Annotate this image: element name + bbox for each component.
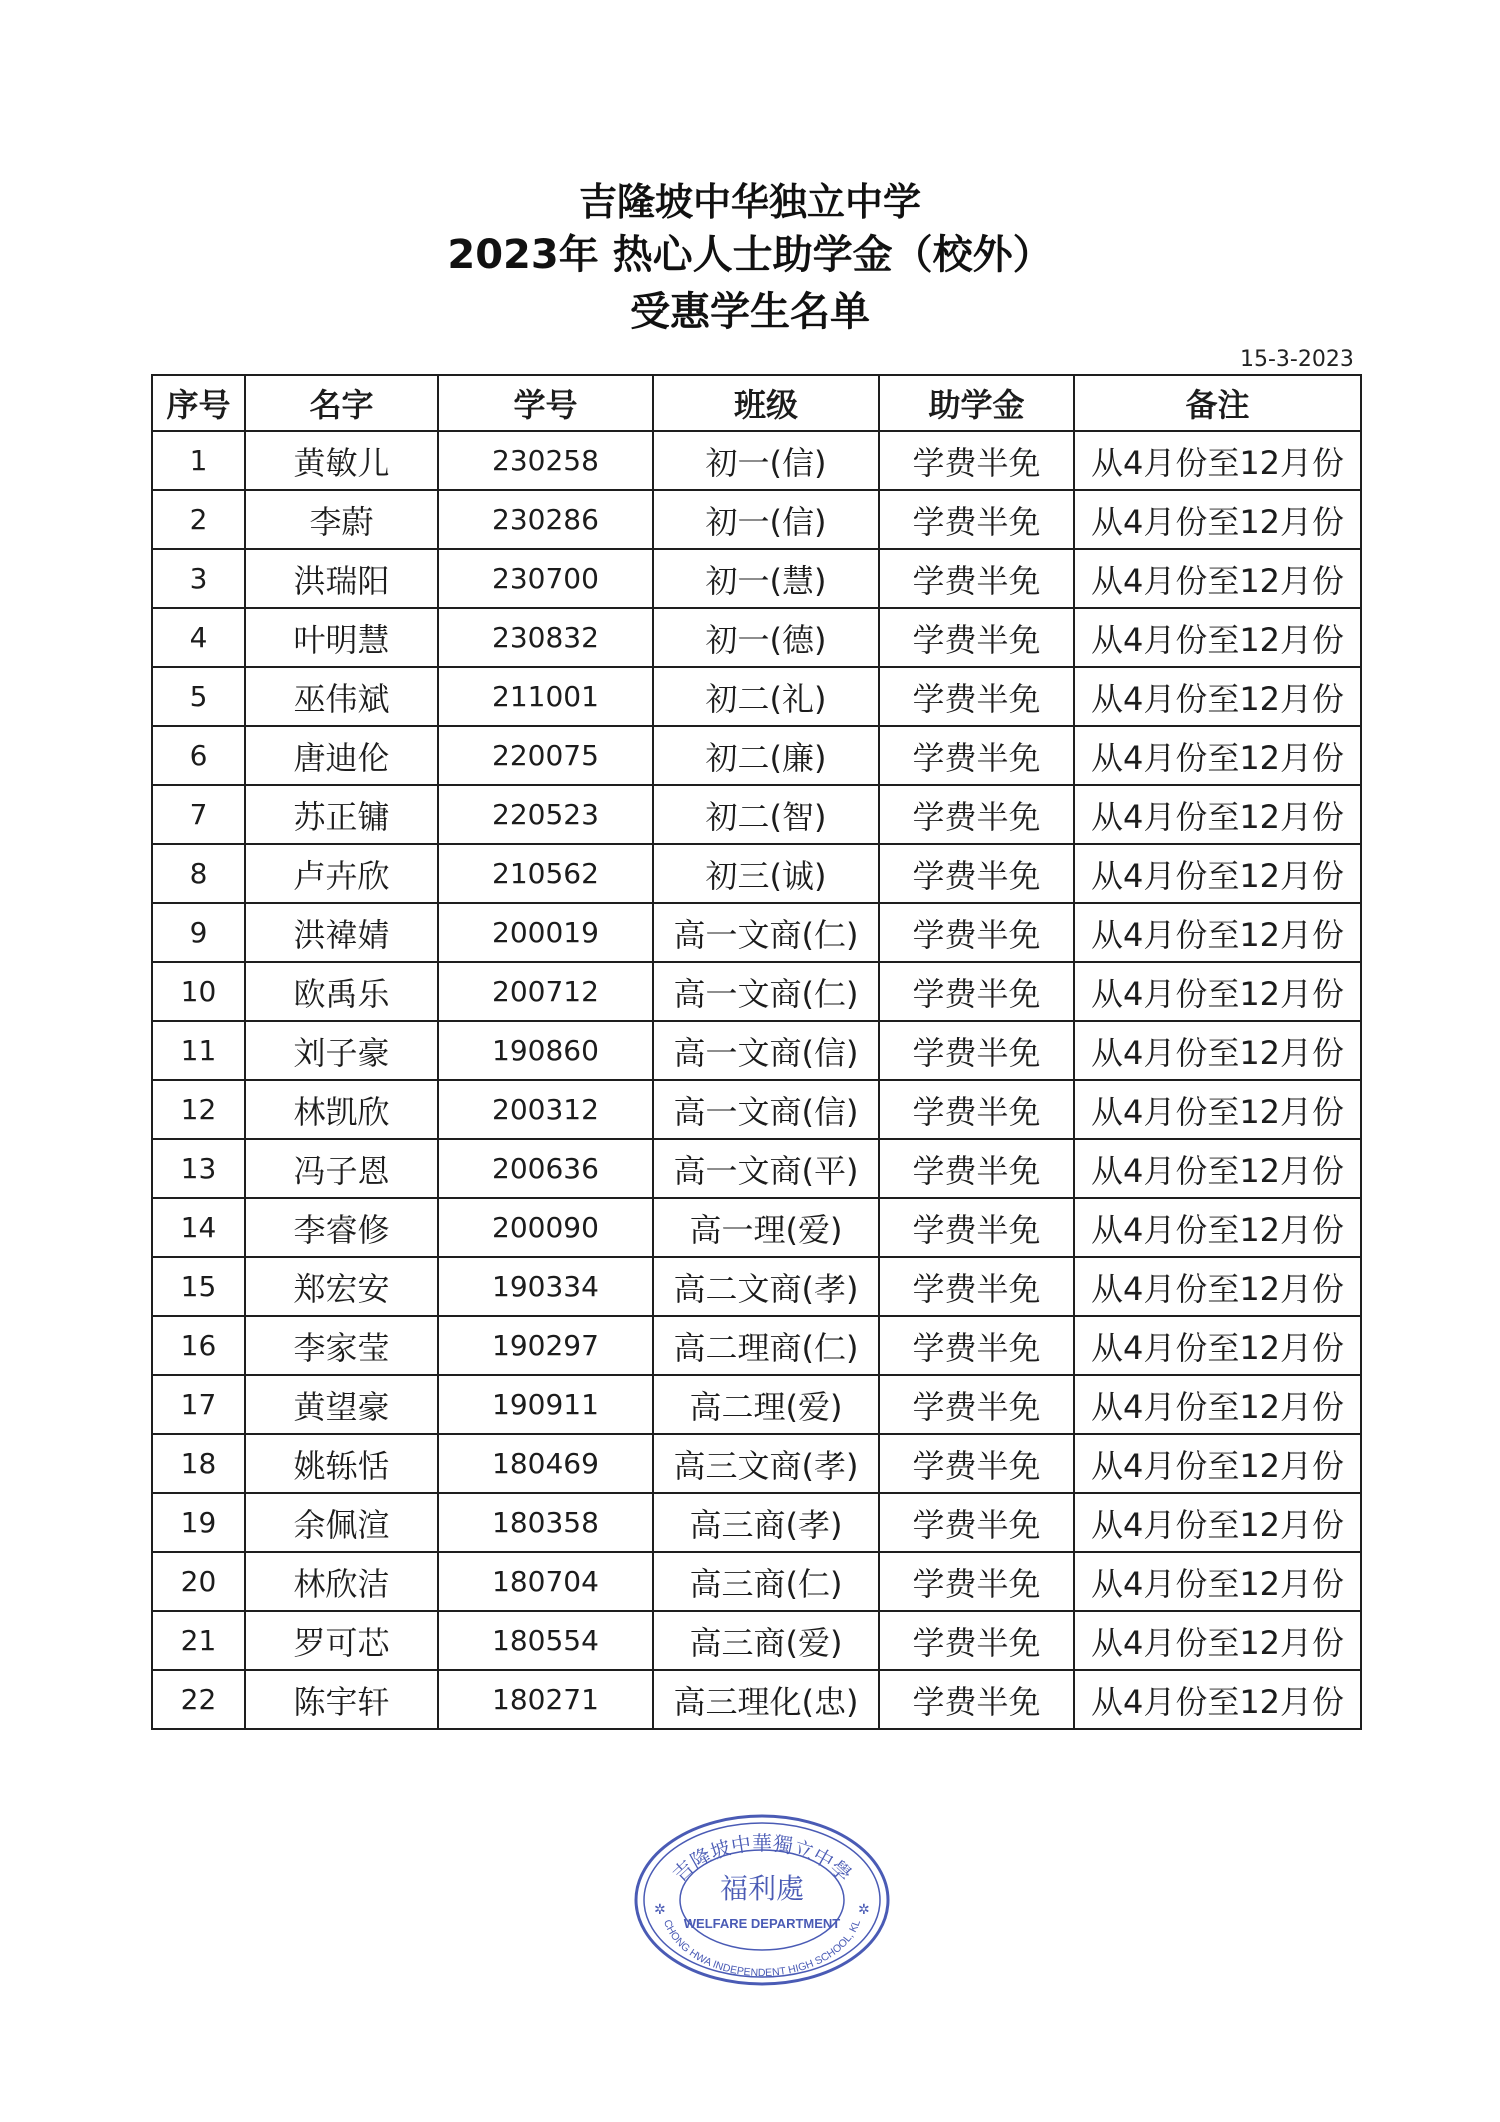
- remarks-cell: 从4月份至12月份: [1074, 1493, 1361, 1552]
- class-cell: 初一(德): [653, 608, 879, 667]
- student-id-cell: 190297: [438, 1316, 653, 1375]
- list-title: 受惠学生名单: [630, 289, 870, 335]
- class-cell: 高三理化(忠): [653, 1670, 879, 1729]
- table-row: [152, 431, 1361, 490]
- student-id-cell: 200712: [438, 962, 653, 1021]
- table-row: [152, 1139, 1361, 1198]
- table-row: [152, 1375, 1361, 1434]
- row-no-cell: 20: [152, 1552, 245, 1611]
- aid-type-cell: 学费半免: [879, 1139, 1074, 1198]
- column-header-aid: 助学金: [879, 375, 1074, 431]
- school-name: 吉隆坡中华独立中学: [578, 180, 921, 224]
- student-id-cell: 200636: [438, 1139, 653, 1198]
- remarks-cell: 从4月份至12月份: [1074, 1139, 1361, 1198]
- table-header-row: [152, 375, 1361, 431]
- row-no-cell: 2: [152, 490, 245, 549]
- class-cell: 初二(礼): [653, 667, 879, 726]
- table-row: [152, 549, 1361, 608]
- student-name-cell: 林欣洁: [245, 1552, 438, 1611]
- class-cell: 高二文商(孝): [653, 1257, 879, 1316]
- student-id-cell: 180271: [438, 1670, 653, 1729]
- column-header-no: 序号: [152, 375, 245, 431]
- column-header-student-id: 学号: [438, 375, 653, 431]
- stamp-center-text: 福利處: [719, 1872, 805, 1905]
- row-no-cell: 22: [152, 1670, 245, 1729]
- row-no-cell: 14: [152, 1198, 245, 1257]
- table-body: [152, 431, 1361, 1729]
- document-header: [0, 178, 1500, 340]
- aid-type-cell: 学费半免: [879, 1611, 1074, 1670]
- student-name-cell: 卢卉欣: [245, 844, 438, 903]
- column-header-name: 名字: [245, 375, 438, 431]
- class-cell: 初二(智): [653, 785, 879, 844]
- remarks-cell: 从4月份至12月份: [1074, 962, 1361, 1021]
- class-cell: 高一文商(平): [653, 1139, 879, 1198]
- remarks-cell: 从4月份至12月份: [1074, 1021, 1361, 1080]
- student-name-cell: 黄望豪: [245, 1375, 438, 1434]
- row-no-cell: 21: [152, 1611, 245, 1670]
- aid-type-cell: 学费半免: [879, 549, 1074, 608]
- student-name-cell: 林凯欣: [245, 1080, 438, 1139]
- row-no-cell: 9: [152, 903, 245, 962]
- student-name-cell: 巫伟斌: [245, 667, 438, 726]
- aid-type-cell: 学费半免: [879, 1316, 1074, 1375]
- table-row: [152, 1552, 1361, 1611]
- student-name-cell: 郑宏安: [245, 1257, 438, 1316]
- row-no-cell: 5: [152, 667, 245, 726]
- class-cell: 高三商(仁): [653, 1552, 879, 1611]
- student-name-cell: 余佩渲: [245, 1493, 438, 1552]
- table-row: [152, 785, 1361, 844]
- student-name-cell: 李家莹: [245, 1316, 438, 1375]
- class-cell: 高一文商(仁): [653, 962, 879, 1021]
- student-name-cell: 苏正镛: [245, 785, 438, 844]
- aid-type-cell: 学费半免: [879, 608, 1074, 667]
- student-id-cell: 200090: [438, 1198, 653, 1257]
- remarks-cell: 从4月份至12月份: [1074, 1257, 1361, 1316]
- student-id-cell: 220075: [438, 726, 653, 785]
- class-cell: 初一(慧): [653, 549, 879, 608]
- aid-type-cell: 学费半免: [879, 431, 1074, 490]
- welfare-department-stamp: [632, 1812, 892, 1988]
- aid-type-cell: 学费半免: [879, 1552, 1074, 1611]
- aid-type-cell: 学费半免: [879, 1375, 1074, 1434]
- stamp-star-left: ✲: [654, 1902, 666, 1918]
- class-cell: 高一文商(信): [653, 1021, 879, 1080]
- table-row: [152, 1316, 1361, 1375]
- remarks-cell: 从4月份至12月份: [1074, 1434, 1361, 1493]
- student-id-cell: 180358: [438, 1493, 653, 1552]
- table-row: [152, 1434, 1361, 1493]
- student-name-cell: 洪褘婧: [245, 903, 438, 962]
- row-no-cell: 15: [152, 1257, 245, 1316]
- aid-type-cell: 学费半免: [879, 1493, 1074, 1552]
- student-id-cell: 180554: [438, 1611, 653, 1670]
- table-row: [152, 1493, 1361, 1552]
- table-row: [152, 1021, 1361, 1080]
- class-cell: 初一(信): [653, 490, 879, 549]
- student-id-cell: 190860: [438, 1021, 653, 1080]
- student-id-cell: 220523: [438, 785, 653, 844]
- student-id-cell: 180704: [438, 1552, 653, 1611]
- remarks-cell: 从4月份至12月份: [1074, 667, 1361, 726]
- table-row: [152, 667, 1361, 726]
- row-no-cell: 1: [152, 431, 245, 490]
- remarks-cell: 从4月份至12月份: [1074, 1316, 1361, 1375]
- class-cell: 初三(诚): [653, 844, 879, 903]
- beneficiary-table: [151, 374, 1362, 1730]
- stamp-bottom-text: CHONG HWA INDEPENDENT HIGH SCHOOL, KL: [660, 1918, 864, 1980]
- stamp-band-text: WELFARE DEPARTMENT: [683, 1916, 841, 1931]
- class-cell: 高三文商(孝): [653, 1434, 879, 1493]
- table-row: [152, 1257, 1361, 1316]
- table-row: [152, 1080, 1361, 1139]
- row-no-cell: 6: [152, 726, 245, 785]
- aid-type-cell: 学费半免: [879, 1434, 1074, 1493]
- aid-type-cell: 学费半免: [879, 785, 1074, 844]
- class-cell: 初一(信): [653, 431, 879, 490]
- remarks-cell: 从4月份至12月份: [1074, 1552, 1361, 1611]
- student-id-cell: 230258: [438, 431, 653, 490]
- student-id-cell: 211001: [438, 667, 653, 726]
- class-cell: 初二(廉): [653, 726, 879, 785]
- table-row: [152, 1198, 1361, 1257]
- row-no-cell: 16: [152, 1316, 245, 1375]
- student-name-cell: 黄敏儿: [245, 431, 438, 490]
- row-no-cell: 4: [152, 608, 245, 667]
- student-name-cell: 欧禹乐: [245, 962, 438, 1021]
- class-cell: 高三商(孝): [653, 1493, 879, 1552]
- aid-type-cell: 学费半免: [879, 1670, 1074, 1729]
- table-row: [152, 726, 1361, 785]
- student-id-cell: 180469: [438, 1434, 653, 1493]
- row-no-cell: 3: [152, 549, 245, 608]
- remarks-cell: 从4月份至12月份: [1074, 490, 1361, 549]
- row-no-cell: 12: [152, 1080, 245, 1139]
- table-row: [152, 844, 1361, 903]
- row-no-cell: 10: [152, 962, 245, 1021]
- aid-type-cell: 学费半免: [879, 1257, 1074, 1316]
- student-name-cell: 李蔚: [245, 490, 438, 549]
- table-row: [152, 903, 1361, 962]
- aid-type-cell: 学费半免: [879, 726, 1074, 785]
- row-no-cell: 8: [152, 844, 245, 903]
- remarks-cell: 从4月份至12月份: [1074, 549, 1361, 608]
- remarks-cell: 从4月份至12月份: [1074, 1375, 1361, 1434]
- program-title: 2023年 热心人士助学金（校外）: [447, 232, 1053, 278]
- aid-type-cell: 学费半免: [879, 490, 1074, 549]
- student-id-cell: 190334: [438, 1257, 653, 1316]
- class-cell: 高一文商(仁): [653, 903, 879, 962]
- remarks-cell: 从4月份至12月份: [1074, 608, 1361, 667]
- aid-type-cell: 学费半免: [879, 1021, 1074, 1080]
- aid-type-cell: 学费半免: [879, 844, 1074, 903]
- student-name-cell: 刘子豪: [245, 1021, 438, 1080]
- student-name-cell: 罗可芯: [245, 1611, 438, 1670]
- stamp-arc-text: 吉隆坡中華獨立中學: [667, 1830, 857, 1887]
- student-id-cell: 210562: [438, 844, 653, 903]
- student-name-cell: 唐迪伦: [245, 726, 438, 785]
- student-id-cell: 190911: [438, 1375, 653, 1434]
- stamp-star-right: ✲: [858, 1902, 870, 1918]
- table-row: [152, 608, 1361, 667]
- table-row: [152, 490, 1361, 549]
- class-cell: 高三商(爱): [653, 1611, 879, 1670]
- remarks-cell: 从4月份至12月份: [1074, 785, 1361, 844]
- student-name-cell: 李睿修: [245, 1198, 438, 1257]
- row-no-cell: 13: [152, 1139, 245, 1198]
- remarks-cell: 从4月份至12月份: [1074, 726, 1361, 785]
- student-name-cell: 冯子恩: [245, 1139, 438, 1198]
- student-id-cell: 200312: [438, 1080, 653, 1139]
- class-cell: 高一理(爱): [653, 1198, 879, 1257]
- table-row: [152, 1670, 1361, 1729]
- remarks-cell: 从4月份至12月份: [1074, 1080, 1361, 1139]
- table-row: [152, 1611, 1361, 1670]
- student-name-cell: 洪瑞阳: [245, 549, 438, 608]
- class-cell: 高二理商(仁): [653, 1316, 879, 1375]
- aid-type-cell: 学费半免: [879, 1198, 1074, 1257]
- remarks-cell: 从4月份至12月份: [1074, 431, 1361, 490]
- remarks-cell: 从4月份至12月份: [1074, 1670, 1361, 1729]
- table-row: [152, 962, 1361, 1021]
- student-id-cell: 230286: [438, 490, 653, 549]
- aid-type-cell: 学费半免: [879, 667, 1074, 726]
- column-header-class: 班级: [653, 375, 879, 431]
- remarks-cell: 从4月份至12月份: [1074, 1198, 1361, 1257]
- student-name-cell: 叶明慧: [245, 608, 438, 667]
- remarks-cell: 从4月份至12月份: [1074, 1611, 1361, 1670]
- column-header-remarks: 备注: [1074, 375, 1361, 431]
- remarks-cell: 从4月份至12月份: [1074, 903, 1361, 962]
- row-no-cell: 11: [152, 1021, 245, 1080]
- aid-type-cell: 学费半免: [879, 962, 1074, 1021]
- remarks-cell: 从4月份至12月份: [1074, 844, 1361, 903]
- student-id-cell: 230700: [438, 549, 653, 608]
- row-no-cell: 18: [152, 1434, 245, 1493]
- class-cell: 高一文商(信): [653, 1080, 879, 1139]
- row-no-cell: 7: [152, 785, 245, 844]
- aid-type-cell: 学费半免: [879, 1080, 1074, 1139]
- document-date: 15-3-2023: [1240, 347, 1354, 372]
- student-name-cell: 姚轹恬: [245, 1434, 438, 1493]
- row-no-cell: 19: [152, 1493, 245, 1552]
- row-no-cell: 17: [152, 1375, 245, 1434]
- student-name-cell: 陈宇轩: [245, 1670, 438, 1729]
- student-id-cell: 200019: [438, 903, 653, 962]
- aid-type-cell: 学费半免: [879, 903, 1074, 962]
- class-cell: 高二理(爱): [653, 1375, 879, 1434]
- student-id-cell: 230832: [438, 608, 653, 667]
